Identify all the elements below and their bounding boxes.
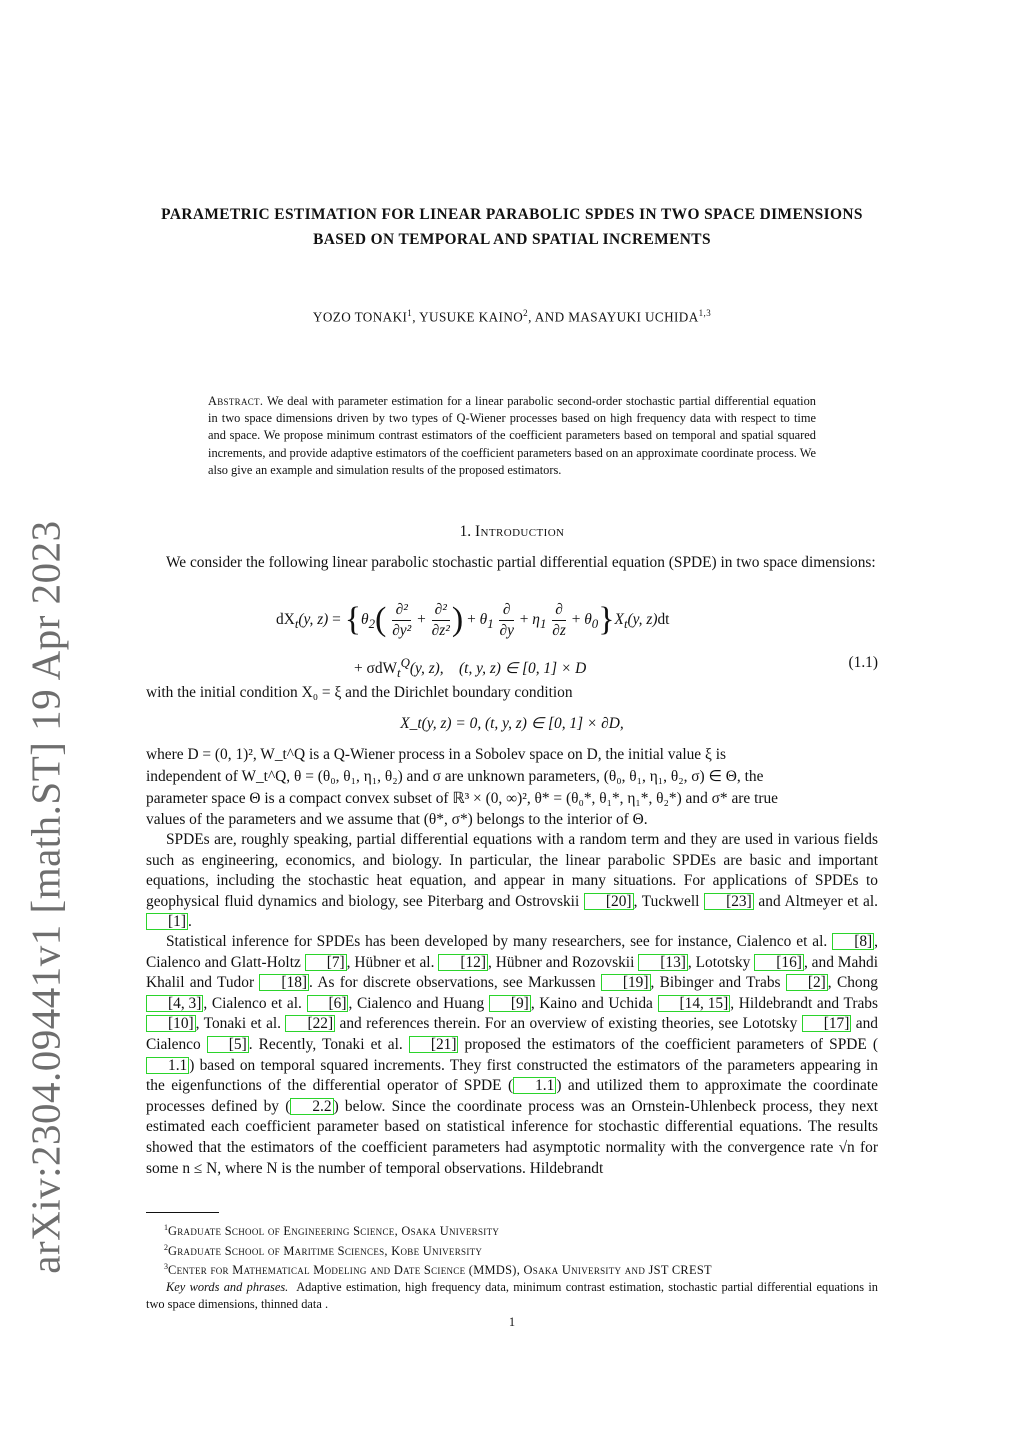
- keywords-text: Adaptive estimation, high frequency data, minimum contrast estimation, stochastic partial differential equations in two space dimensions, thinned data .: [146, 1280, 878, 1311]
- intro-paragraph-1: We consider the following linear parabolic stochastic partial differential equation (SPDE) in two space dimensions:: [166, 554, 876, 571]
- where-paragraph-line-4: values of the parameters and we assume that (θ*, σ*) belongs to the interior of Θ.: [146, 811, 648, 828]
- footnote-rule: [146, 1212, 219, 1213]
- citation-23[interactable]: [23]: [704, 893, 754, 910]
- citation-19[interactable]: [19]: [601, 974, 651, 991]
- equation-ref-1-1-second[interactable]: 1.1: [513, 1077, 556, 1094]
- citation-13[interactable]: [13]: [638, 954, 688, 971]
- footnotes: [146, 1220, 878, 1312]
- equation-1-1-line-1: $dX_t(y$, $z) = \{\theta_2$( $\frac{\text{∂²}}{\text{∂y²}}$ + $\frac{\text{∂²}}{\text{∂z²}}$ ) + $\theta_1$ $\frac{\partial}{\partial y}$ + $\eta_1$ $\frac{\partial}{\partial z}$ + $\theta_0\}X_t(y$, z)dt: [276, 601, 670, 639]
- section-number: 1.: [459, 523, 472, 540]
- arxiv-identifier-stamp: [16, 432, 76, 1362]
- author-3-affiliation: 1,3: [698, 308, 712, 318]
- citation-4-3[interactable]: [4, 3]: [146, 995, 203, 1012]
- citation-14-15[interactable]: [14, 15]: [658, 995, 731, 1012]
- citation-12[interactable]: [12]: [438, 954, 488, 971]
- citation-1[interactable]: [1]: [146, 913, 188, 930]
- citation-9[interactable]: [9]: [489, 995, 531, 1012]
- author-3: AND MASAYUKI UCHIDA: [534, 309, 699, 325]
- equation-number: (1.1): [848, 654, 878, 671]
- where-paragraph-line-2: independent of W_t^Q, θ = (θ₀, θ₁, η₁, θ₂) and σ are unknown parameters, (θ₀, θ₁, η₁, θ₂, σ) ∈ Θ, the: [146, 768, 764, 785]
- eq-frac-d2dy2: $\frac{\text{∂²}}{\text{∂y²}}$: [392, 601, 412, 639]
- equation-ref-2-2[interactable]: 2.2: [290, 1098, 333, 1115]
- citation-2[interactable]: [2]: [786, 974, 828, 991]
- eq-frac-ddz: $\frac{\partial}{\partial z}$: [552, 601, 566, 639]
- statistical-inference-paragraph: Statistical inference for SPDEs has been developed by many researchers, see for instance, Cialenco et al. [8] , Cialenco and Glatt-Holtz [7] , Hübner et al. [12] , Hübner and Rozovskii [13] , Lototsky [16] , and Mahdi Khalil and Tudor [18] . As for discrete observations, see Markussen [19] , Bibinger and Trabs [2] , Chong [4, 3] , Cialenco et al. [6] , Cialenco and Huang [9] , Kaino and Uchida [14, 15] , Hildebrandt and Trabs [10] , Tonaki et al. [22] and references therein. For an overview of existing theories, see Lototsky [17] and Cialenco [5] . Recently, Tonaki et al. [21] proposed the estimators of the coefficient parameters of SPDE (1.1 ) based on temporal squared increments. They first constructed the estimators of the parameters appearing in the eigenfunctions of the differential operator of SPDE ( 1.1 ) and utilized them to approximate the coordinate processes defined by ( 2.2 ) below. Since the coordinate process was an Ornstein-Uhlenbeck process, they next estimated each coefficient parameter based on statistical inference for stochastic differential equations. The results showed that the estimators of the coefficient parameters had asymptotic normality with the convergence rate √n for some n ≤ N, where N is the number of temporal observations. Hildebrandt: [146, 933, 879, 1177]
- citation-7[interactable]: [7]: [305, 954, 347, 971]
- after-equation-text: with the initial condition X₀ = ξ and the Dirichlet boundary condition: [146, 684, 573, 701]
- where-paragraph-line-1: where D = (0, 1)², W_t^Q is a Q-Wiener process in a Sobolev space on D, the initial value ξ is: [146, 746, 726, 763]
- where-paragraph-line-3: parameter space Θ is a compact convex subset of ℝ³ × (0, ∞)², θ* = (θ₀*, θ₁*, η₁*, θ₂*) and σ* are true: [146, 790, 779, 807]
- citation-8[interactable]: [8]: [832, 933, 874, 950]
- section-title: Introduction: [475, 523, 565, 540]
- boundary-condition-equation: X_t(y, z) = 0, (t, y, z) ∈ [0, 1] × ∂D,: [400, 715, 624, 732]
- citation-17[interactable]: [17]: [802, 1015, 852, 1032]
- footnote-affiliation-3: $^3$Center for Mathematical Modeling and Date Science (MMDS), Osaka University and JST CREST: [164, 1262, 712, 1278]
- citation-18[interactable]: [18]: [259, 974, 309, 991]
- footnote-affiliation-1: $^1$Graduate School of Engineering Science, Osaka University: [164, 1223, 500, 1239]
- citation-6[interactable]: [6]: [307, 995, 349, 1012]
- page-number: 1: [508, 1315, 516, 1329]
- citation-21[interactable]: [21]: [409, 1036, 459, 1053]
- footnote-affiliation-2: $^2$Graduate School of Maritime Sciences, Kobe University: [164, 1242, 483, 1258]
- author-2: YUSUKE KAINO: [419, 309, 524, 325]
- arxiv-stamp-text: arXiv:2304.09441v1 [math.ST] 19 Apr 2023: [23, 520, 70, 1274]
- abstract-text: We deal with parameter estimation for a linear parabolic second-order stochastic partial differential equation in two space dimensions driven by two types of Q-Wiener processes based on high frequency data with respect to time and space. We propose minimum contrast estimators of the coefficient parameters based on temporal and spatial squared increments, and provide adaptive estimators of the coefficient parameters based on an approximate coordinate process. We also give an example and simulation results of the proposed estimators.: [208, 394, 816, 477]
- equation-ref-1-1[interactable]: 1.1: [146, 1057, 189, 1074]
- paper-title: PARAMETRIC ESTIMATION FOR LINEAR PARABOLIC SPDES IN TWO SPACE DIMENSIONS BASED ON TEMPORAL AND SPATIAL INCREMENTS: [161, 206, 863, 248]
- author-list: YOZO TONAKI$^1$, YUSUKE KAINO$^2$, AND MASAYUKI UCHIDA$^{1,3}$: [312, 308, 712, 325]
- citation-10[interactable]: [10]: [146, 1015, 196, 1032]
- author-2-affiliation: 2: [523, 308, 529, 318]
- author-1-affiliation: 1: [407, 308, 413, 318]
- citation-16[interactable]: [16]: [754, 954, 804, 971]
- citation-22[interactable]: [22]: [285, 1015, 335, 1032]
- equation-1-1-line-2: + σdW$_t^Q$(y, z), (t, y, z) ∈ [0, 1] × D (1.1): [354, 654, 878, 681]
- abstract: [208, 393, 816, 479]
- eq-lhs: dX: [276, 611, 295, 629]
- citation-5[interactable]: [5]: [207, 1036, 249, 1053]
- keywords: [146, 1279, 878, 1312]
- author-1: YOZO TONAKI: [312, 309, 408, 325]
- citation-20[interactable]: [20]: [584, 893, 634, 910]
- eq-frac-ddy: $\frac{\partial}{\partial y}$: [499, 601, 514, 639]
- eq-frac-d2dz2: $\frac{\text{∂²}}{\text{∂z²}}$: [431, 601, 450, 639]
- section-heading-introduction: [146, 522, 878, 543]
- keywords-label: Key words and phrases.: [166, 1280, 289, 1295]
- spdes-paragraph: SPDEs are, roughly speaking, partial differential equations with a random term and they are used in various fields such as engineering, economics, and biology. In particular, the linear parabolic SPDEs are basic and important equations, including the stochastic heat equation, and appear in many situations. For applications of SPDEs to geophysical fluid dynamics and biology, see Piterbarg and Ostrovskii [20] , Tuckwell [23] and Altmeyer et al. [1] .: [146, 831, 878, 931]
- abstract-label: Abstract.: [208, 394, 264, 408]
